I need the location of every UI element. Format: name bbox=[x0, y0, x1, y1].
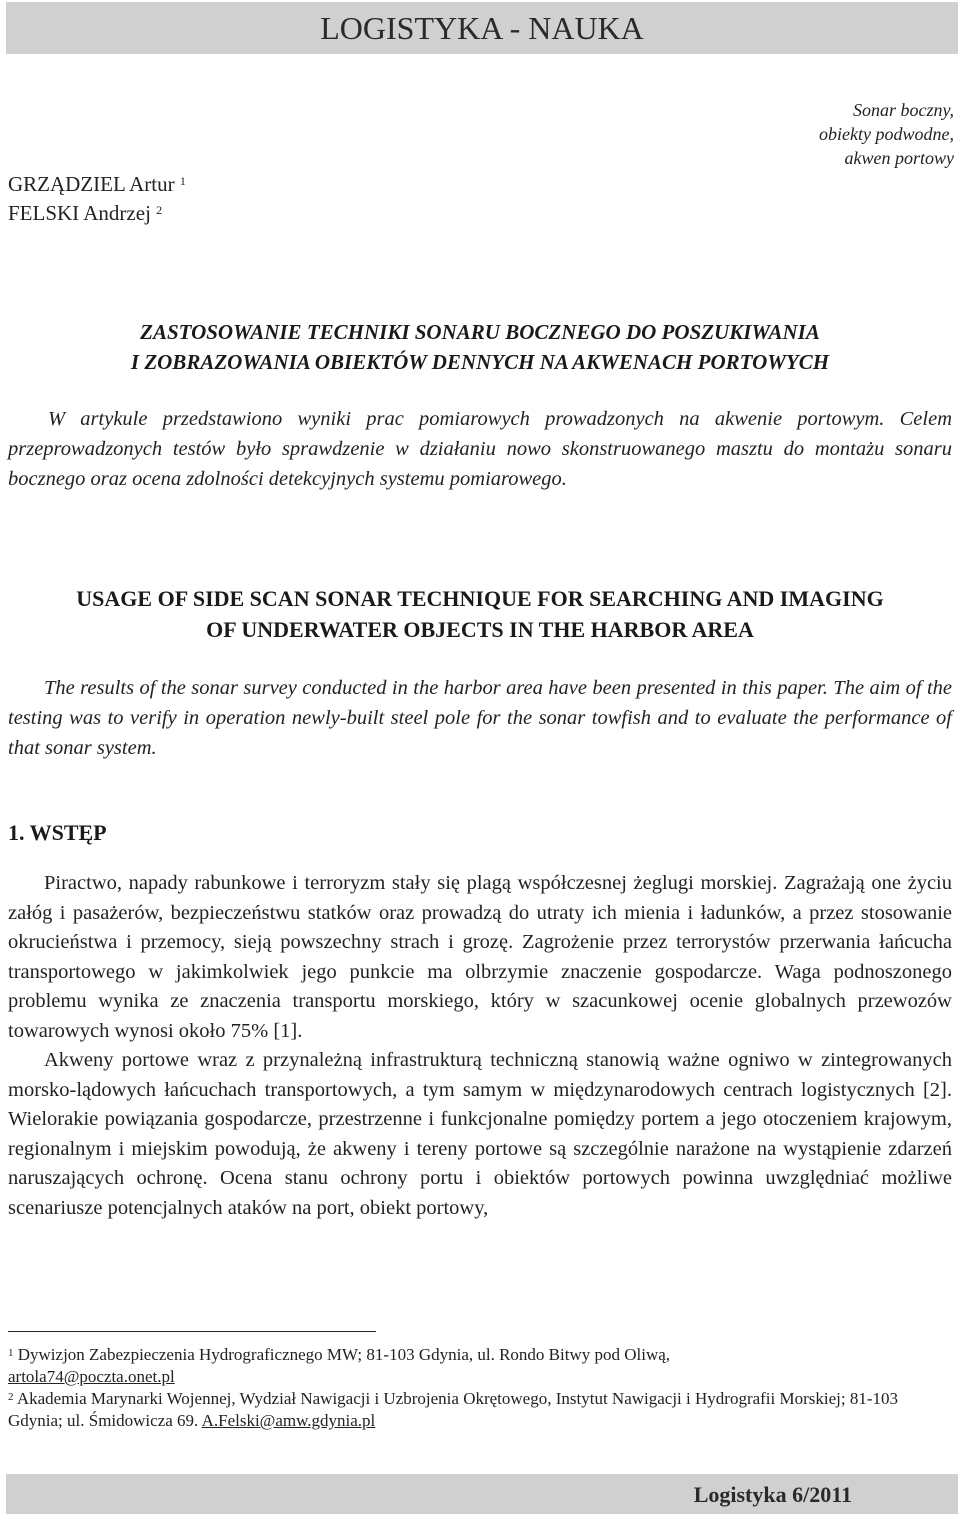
polish-title bbox=[8, 317, 952, 377]
footnote-divider bbox=[8, 1331, 376, 1332]
journal-issue-label: Logistyka 6/2011 bbox=[693, 1482, 852, 1507]
footnotes-block bbox=[8, 1344, 952, 1432]
keyword: akwen portowy bbox=[844, 148, 954, 168]
section-body bbox=[8, 869, 952, 1223]
footnote-email-link[interactable]: A.Felski@amw.gdynia.pl bbox=[201, 1411, 376, 1430]
author-line bbox=[8, 199, 186, 228]
footnote bbox=[8, 1388, 952, 1432]
journal-header-bar bbox=[6, 2, 958, 54]
footnote-mark: 2 bbox=[8, 1391, 14, 1403]
footnote-mark: 1 bbox=[8, 1347, 14, 1359]
author-footnote-mark: 2 bbox=[156, 203, 163, 217]
english-title-line: USAGE OF SIDE SCAN SONAR TECHNIQUE FOR SEARCHING AND IMAGING bbox=[76, 586, 884, 611]
polish-title-line: ZASTOSOWANIE TECHNIKI SONARU BOCZNEGO DO POSZUKIWANIA bbox=[140, 320, 820, 344]
authors-block bbox=[8, 170, 186, 228]
section-heading: 1. WSTĘP bbox=[8, 820, 107, 845]
body-paragraph: Akweny portowe wraz z przynależną infrastrukturą techniczną stanowią ważne ogniwo w zintegrowanych morsko-lądowych łańcuchach transportowych, a tym samym w międzynarodowych centrach logistycznych [2]. Wielorakie powiązania gospodarcze, przestrzenne i funkcjonalne pomiędzy portem a jego otoczeniem krajowym, regionalnym i miejskim powodują, że akweny i tereny portowe są szczególnie narażone na wystąpienie zdarzeń naruszających ochronę. Ocena stanu ochrony portu i obiektów portowych powinna uwzględniać możliwe scenariusze potencjalnych ataków na port, obiekt portowy, bbox=[8, 1049, 952, 1219]
footnote-email-link[interactable]: artola74@poczta.onet.pl bbox=[8, 1367, 175, 1386]
footnote-text: Akademia Marynarki Wojennej, Wydział Nawigacji i Uzbrojenia Okrętowego, Instytut Nawigacji i Hydrografii Morskiej; 81-103 Gdynia; ul. Śmidowicza 69. bbox=[8, 1389, 899, 1430]
keywords-block bbox=[819, 98, 954, 170]
journal-footer-bar bbox=[6, 1474, 958, 1514]
english-abstract: The results of the sonar survey conducted in the harbor area have been presented in this paper. The aim of the testing was to verify in operation newly-built steel pole for the sonar towfish and to evaluate the performance of that sonar system. bbox=[8, 677, 952, 759]
polish-title-line: I ZOBRAZOWANIA OBIEKTÓW DENNYCH NA AKWENACH PORTOWYCH bbox=[130, 350, 830, 374]
journal-header-title: LOGISTYKA - NAUKA bbox=[320, 10, 644, 46]
author-line bbox=[8, 170, 186, 199]
keyword: Sonar boczny, bbox=[853, 100, 954, 120]
author-footnote-mark: 1 bbox=[179, 174, 186, 188]
keyword: obiekty podwodne, bbox=[819, 124, 954, 144]
polish-abstract: W artykule przedstawiono wyniki prac pomiarowych prowadzonych na akwenie portowym. Celem przeprowadzonych testów było sprawdzenie w działaniu nowo skonstruowanego masztu do montażu sonaru bocznego oraz ocena zdolności detekcyjnych systemu pomiarowego. bbox=[8, 408, 952, 490]
english-title-line: OF UNDERWATER OBJECTS IN THE HARBOR AREA bbox=[206, 617, 754, 642]
footnote bbox=[8, 1344, 952, 1388]
english-title bbox=[8, 583, 952, 645]
author-name: FELSKI Andrzej bbox=[8, 201, 151, 225]
footnote-text: Dywizjon Zabezpieczenia Hydrograficznego MW; 81-103 Gdynia, ul. Rondo Bitwy pod Oliwą, bbox=[17, 1345, 671, 1364]
author-name: GRZĄDZIEL Artur bbox=[8, 172, 175, 196]
body-paragraph: Piractwo, napady rabunkowe i terroryzm stały się plagą współczesnej żeglugi morskiej. Zagrażają one życiu załóg i pasażerów, bezpieczeństwu statków oraz prowadzą do utraty ich mienia i ładunków, a przez stosowanie okrucieństwa i przemocy, sieją powszechny strach i grozę. Zagrożenie przez terrorystów przerwania łańcucha transportowego w jakimkolwiek jego punkcie ma olbrzymie znaczenie gospodarcze. Waga podnoszonego problemu wynika ze znaczenia transportu morskiego, który w szacunkowej ocenie globalnych przewozów towarowych wynosi około 75% [1]. bbox=[8, 872, 952, 1042]
